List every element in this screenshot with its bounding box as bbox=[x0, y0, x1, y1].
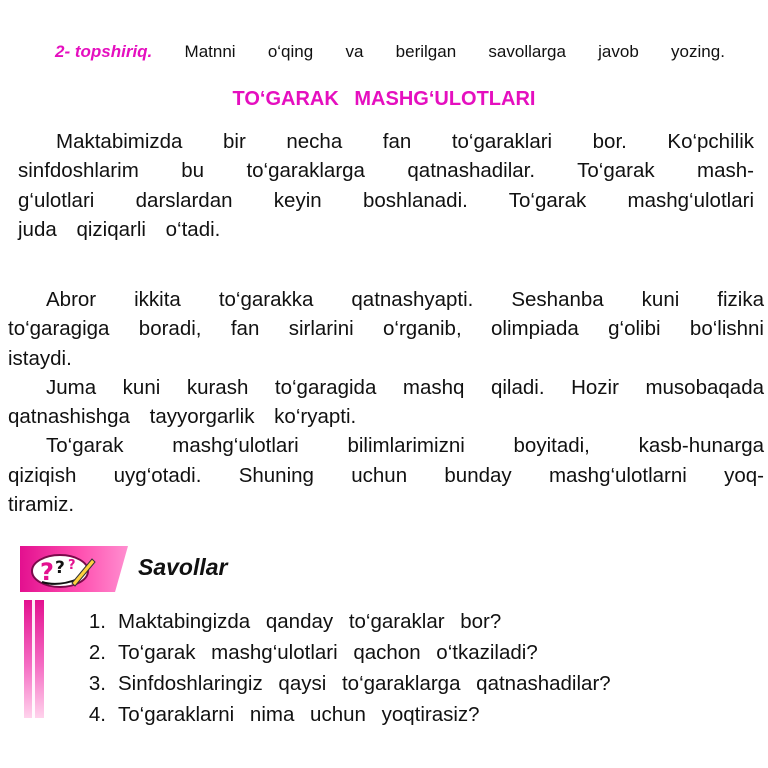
text-line: tiramiz. bbox=[8, 493, 75, 517]
question-text: Sinfdoshlaringiz qaysi to‘garaklarga qatnashadilar? bbox=[118, 672, 611, 695]
text-line: juda qiziqarli o‘tadi. bbox=[18, 217, 221, 241]
text-line: Maktabimizda bir necha fan to‘garaklari bor. Ko‘pchilik bbox=[56, 130, 754, 153]
paragraph-story bbox=[8, 285, 764, 519]
question-text: Maktabingizda qanday to‘garaklar bor? bbox=[118, 610, 502, 633]
question-number: 2. bbox=[88, 641, 106, 664]
text-line: To‘garak mashg‘ulotlari bilimlarimizni boyitadi, kasb-hunarga bbox=[46, 434, 764, 458]
task-word: va bbox=[345, 42, 364, 61]
question-number: 1. bbox=[88, 610, 106, 633]
question-text: To‘garak mashg‘ulotlari qachon o‘tkaziladi? bbox=[118, 641, 538, 664]
text-line: qiziqish uyg‘otadi. Shuning uchun bunday mashg‘ulotlarni yoq- bbox=[8, 463, 764, 487]
paragraph-intro bbox=[18, 127, 754, 244]
list-item bbox=[64, 668, 611, 699]
question-marks-icon bbox=[28, 549, 98, 589]
questions-heading: Savollar bbox=[138, 554, 228, 580]
text-line: istaydi. bbox=[8, 346, 72, 370]
question-number: 3. bbox=[88, 672, 106, 695]
questions-side-bar bbox=[24, 600, 44, 718]
list-item bbox=[64, 637, 611, 668]
task-instruction bbox=[55, 42, 725, 62]
text-line: g‘ulotlari darslardan keyin boshlanadi. To‘garak mashg‘ulotlari bbox=[18, 188, 754, 212]
list-item bbox=[64, 606, 611, 637]
task-word: javob bbox=[598, 42, 639, 61]
question-number: 4. bbox=[88, 703, 106, 726]
text-line: sinfdoshlarim bu to‘garaklarga qatnashadilar. To‘garak mash- bbox=[18, 159, 754, 183]
text-line: Juma kuni kurash to‘garagida mashq qiladi. Hozir musobaqada bbox=[46, 375, 764, 399]
task-word: yozing. bbox=[671, 42, 725, 61]
questions-list bbox=[64, 606, 611, 730]
svg-text:?: ? bbox=[55, 558, 65, 578]
task-word: savollarga bbox=[488, 42, 566, 61]
question-text: To‘garaklarni nima uchun yoqtirasiz? bbox=[118, 703, 480, 726]
text-line: qatnashishga tayyorgarlik ko‘ryapti. bbox=[8, 405, 357, 429]
task-word: Matnni bbox=[184, 42, 236, 61]
task-word: berilgan bbox=[395, 42, 457, 61]
text-line: to‘garagiga boradi, fan sirlarini o‘rganib, olimpiada g‘olibi bo‘lishni bbox=[8, 317, 764, 341]
text-title: TO‘GARAK MASHG‘ULOTLARI bbox=[232, 88, 536, 110]
svg-text:?: ? bbox=[68, 558, 76, 573]
list-item bbox=[64, 699, 611, 730]
svg-text:?: ? bbox=[40, 558, 54, 586]
questions-header bbox=[20, 546, 380, 592]
text-line: Abror ikkita to‘garakka qatnashyapti. Seshanba kuni fizika bbox=[46, 288, 764, 311]
task-word: o‘qing bbox=[267, 42, 314, 61]
task-label: 2- topshiriq. bbox=[55, 42, 153, 61]
